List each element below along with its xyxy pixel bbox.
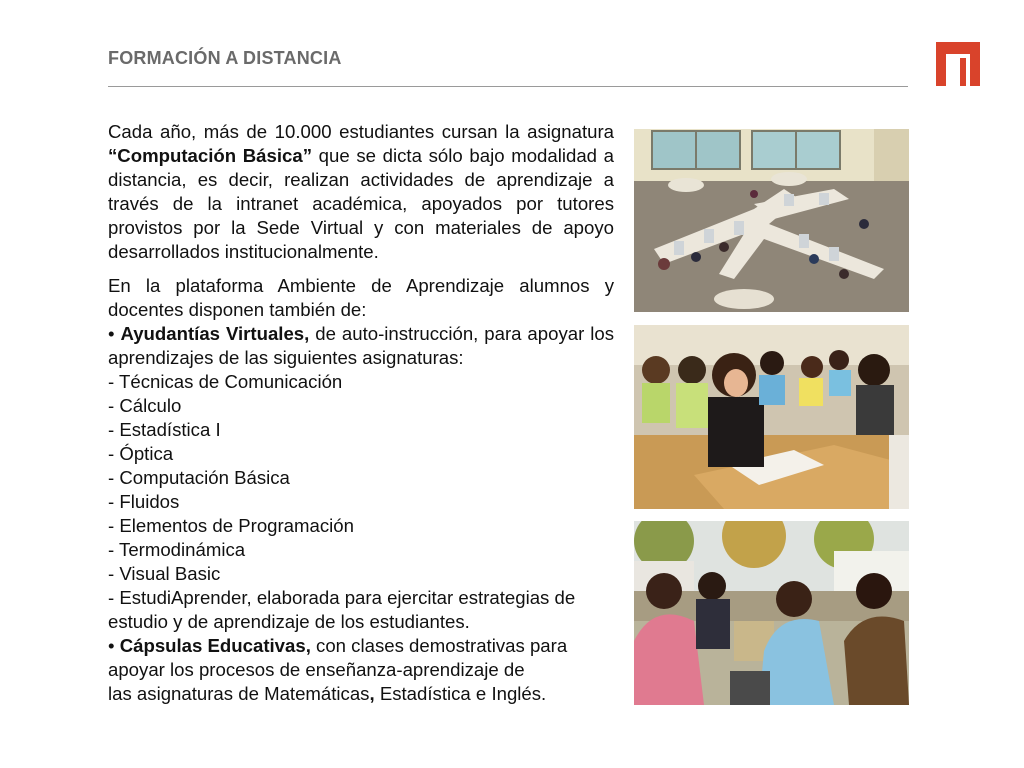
estudiaprender-line-2: estudio y de aprendizaje de los estudiantes. — [108, 611, 470, 632]
subject-item: - Termodinámica — [108, 539, 246, 560]
title-divider — [108, 86, 908, 87]
classroom-students-photo — [634, 325, 909, 509]
subject-item: - Fluidos — [108, 491, 180, 512]
intro-paragraph — [108, 120, 614, 264]
subject-item: - Estadística I — [108, 419, 221, 440]
institution-logo-icon — [936, 42, 980, 86]
subject-item: - Computación Básica — [108, 467, 290, 488]
ayudantias-text: de auto-instrucción, para apoyar los aprendizajes de las siguientes asignaturas: — [108, 323, 614, 368]
platform-paragraph: En la plataforma Ambiente de Aprendizaje alumnos y docentes disponen también de: — [108, 275, 614, 320]
capsulas-line-2: apoyar los procesos de enseñanza-aprendizaje de — [108, 659, 525, 680]
intro-text-a: Cada año, más de 10.000 estudiantes cursan la asignatura — [108, 121, 614, 142]
course-name: “Computación Básica” — [108, 145, 313, 166]
capsulas-comma: , — [369, 683, 375, 704]
capsulas-line-3 — [108, 682, 614, 706]
outdoor-students-photo — [634, 521, 909, 705]
intro-text-b: que se dicta sólo bajo modalidad a distancia, es decir, realizan actividades de aprendizaje a través de la intranet académica, apoyados por tutores provistos por la Sede Virtual y con materiales de apoyo desarrollados institucionalmente. — [108, 145, 615, 262]
subject-item: - Elementos de Programación — [108, 515, 354, 536]
capsulas-text-a: las asignaturas de Matemáticas — [108, 683, 370, 704]
capsulas-text: con clases demostrativas para — [310, 635, 568, 656]
ayudantias-paragraph — [108, 322, 614, 370]
estudiaprender-line-1: - EstudiAprender, elaborada para ejercitar estrategias de — [108, 587, 576, 608]
bullet: • — [108, 635, 120, 656]
capsulas-text-b: Estadística e Inglés. — [374, 683, 547, 704]
subject-item: - Visual Basic — [108, 563, 221, 584]
subject-item: - Cálculo — [108, 395, 182, 416]
subject-item: - Técnicas de Comunicación — [108, 371, 343, 392]
capsulas-line-1 — [108, 634, 614, 658]
page-title: FORMACIÓN A DISTANCIA — [108, 48, 342, 68]
body-text — [108, 120, 614, 706]
ayudantias-label: Ayudantías Virtuales, — [120, 323, 310, 344]
bullet: • — [108, 323, 121, 344]
capsulas-label: Cápsulas Educativas, — [119, 635, 311, 656]
computer-lab-photo — [634, 129, 909, 312]
subject-item: - Óptica — [108, 443, 174, 464]
